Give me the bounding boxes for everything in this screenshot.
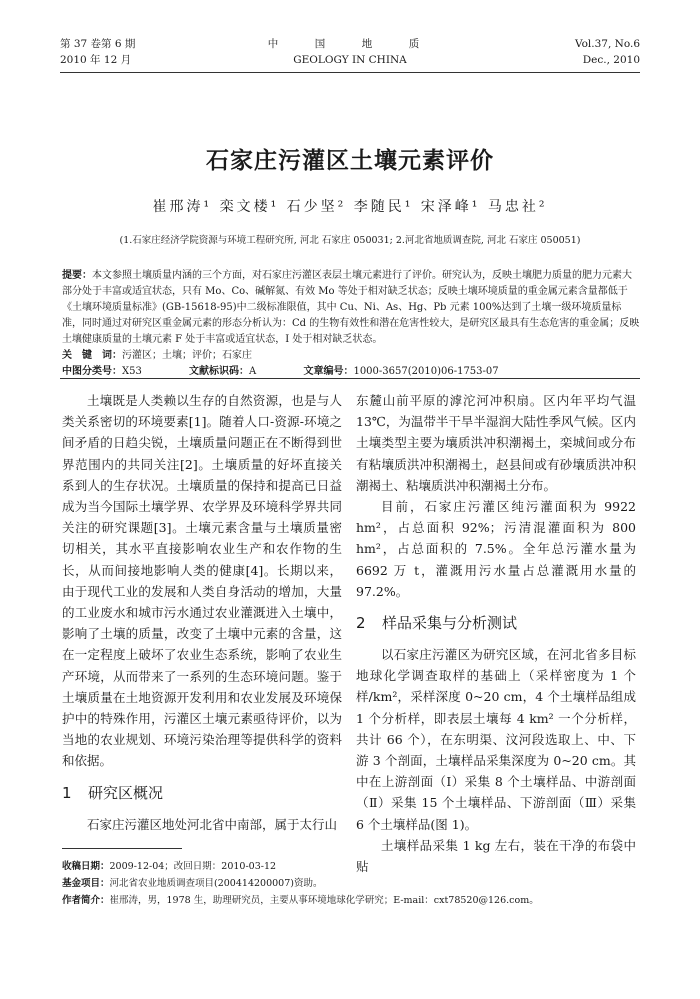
section-2-title: 样品采集与分析测试 <box>382 614 518 633</box>
article-label: 文章编号： <box>303 366 354 377</box>
fund-label: 基金项目： <box>62 878 110 889</box>
keywords: 污灌区；土壤；评价；石家庄 <box>122 350 252 361</box>
header-right <box>575 36 640 68</box>
volume-cn: 第 37 卷第 6 期 <box>60 38 136 50</box>
section-1-number: 1 <box>62 783 72 802</box>
sample-collection-paragraph: 土壤样品采集 1 kg 左右，装在干净的布袋中贴 <box>356 837 636 875</box>
header-center <box>60 36 640 68</box>
intro-paragraph: 土壤既是人类赖以生存的自然资源，也是与人类关系密切的环境要素[1]。随着人口-资源-环境之间矛盾的日趋尖锐，土壤质量问题正在不断得到世界范围内的共同关注[2]。土壤质量的好坏直接关系到人的生存状况。土壤质量的保持和提高已日益成为当今国际土壤学界、农学界及环境科学界共同关注的研究课题[3]。土壤元素含量与土壤质量密切相关，其水平直接影响农业生产和农作物的生长，从而间接地影响人类的健康[4]。长期以来，由于现代工业的发展和人类自身活动的增加，大量的工业废水和城市污水通过农业灌溉进入土壤中，影响了土壤的质量，改变了土壤中元素的含量，这在一定程度上破坏了农业生态系统，影响了农业生产环境，从而带来了一系列的生态环境问题。鉴于土壤质量在土地资源开发利用和农业发展及环境保护中的特殊作用，污灌区土壤元素亟待评价，以为当地的农业规划、环境污染治理等提供科学的资料和依据。 <box>62 393 342 769</box>
section-heading-2 <box>356 612 636 634</box>
article-field <box>303 366 520 377</box>
date-en: Dec., 2010 <box>582 54 640 66</box>
affiliation: (1.石家庄经济学院资源与环境工程研究所, 河北 石家庄 050031; 2.河北省地质调查院, 河北 石家庄 050051) <box>119 235 581 246</box>
keywords-label: 关 键 词： <box>62 350 122 361</box>
author-bio-line <box>62 892 642 909</box>
author-bio-label: 作者简介： <box>62 895 110 906</box>
sampling-paragraph: 以石家庄污灌区为研究区域，在河北省多目标地球化学调查取样的基础上（采样密度为 1 个样/km²，采样深度 0~20 cm，4 个土壤样品组成 1 个分析样，即表层土壤每 4 km² 一个分析样，共计 66 个），在东明渠、汶河段选取上、中、下游 3 个剖面，土壤样品采集深度为 0~20 cm。其中在上游剖面（Ⅰ）采集 8 个土壤样品、中游剖面（Ⅱ）采集 15 个土壤样品、下游剖面（Ⅲ）采集 6 个土壤样品(图 1)。 <box>356 647 636 832</box>
received-value: 2009-12-04；改回日期：2010-03-12 <box>109 861 277 872</box>
right-column <box>356 390 636 877</box>
abstract-label: 提要： <box>62 270 92 281</box>
abstract <box>62 268 640 348</box>
section-1-paragraph: 石家庄污灌区地处河北省中南部，属于太行山 <box>87 816 338 832</box>
header-rule <box>60 72 640 73</box>
left-column <box>62 390 342 835</box>
author-bio-value: 崔邢涛，男，1978 生，助理研究员，主要从事环境地球化学研究；E-mail：cxt78520@126.com。 <box>109 895 539 906</box>
fund-line <box>62 875 642 892</box>
abstract-rule <box>60 378 640 379</box>
abstract-block <box>62 268 640 380</box>
received-line <box>62 858 642 875</box>
fund-value: 河北省农业地质调查项目(200414200007)资助。 <box>109 878 323 889</box>
section-1-title: 研究区概况 <box>88 783 164 802</box>
volume-en: Vol.37, No.6 <box>574 38 640 50</box>
doc-value: A <box>249 366 257 377</box>
abstract-text: 本文参照土壤质量内涵的三个方面，对石家庄污灌区表层土壤元素进行了评价。研究认为，反映土壤肥力质量的肥力元素大部分处于丰富或适宜状态，只有 Mo、Co、碱解氮、有效 Mo 等处于相对缺乏状态；反映土壤环境质量的重金属元素含量都低于《土壤环境质量标准》(GB-15618-95)中二级标准限值，其中 Cu、Ni、As、Hg、Pb 元素 100%达到了土壤一级环境质量标准，同时通过对研究区重金属元素的形态分析认为：Cd 的生物有效性和潜在危害性较大，是研究区最具有生态危害的重金属；反映土壤健康质量的土壤元素 F 处于丰富或适宜状态，I 处于相对缺乏状态。 <box>62 270 640 345</box>
article-value: 1000-3657(2010)06-1753-07 <box>353 366 499 377</box>
date-cn: 2010 年 12 月 <box>60 54 132 66</box>
clc-label: 中图分类号： <box>62 366 122 377</box>
footnote-rule <box>62 848 182 849</box>
journal-name-en: GEOLOGY IN CHINA <box>293 54 407 66</box>
section-2-number: 2 <box>356 614 366 633</box>
footnotes <box>62 858 642 909</box>
clc-value: X53 <box>122 366 142 377</box>
received-label: 收稿日期： <box>62 861 110 872</box>
running-header <box>60 36 640 70</box>
clc-field <box>62 366 164 377</box>
study-area-paragraph: 东麓山前平原的滹沱河冲积扇。区内年平均气温 13℃，为温带半干旱半湿润大陆性季风气候。区内土壤类型主要为壤质洪冲积潮褐土，栾城间或分布有粘壤质洪冲积潮褐土，赵县间或有砂壤质洪冲积潮褐土、粘壤质洪冲积潮褐土分布。 <box>356 393 636 493</box>
author-list: 崔邢涛¹ 栾文楼¹ 石少坚² 李随民¹ 宋泽峰¹ 马忠社² <box>152 199 548 215</box>
keywords-line <box>62 348 640 364</box>
journal-name-cn: 中 国 地 质 <box>267 38 433 50</box>
irrigation-paragraph: 目前，石家庄污灌区纯污灌面积为 9922 hm²，占总面积 92%；污清混灌面积为 800 hm²，占总面积的 7.5%。全年总污灌水量为 6692 万 t，灌溉用污水量占总灌溉用水量的 97.2%。 <box>356 499 636 599</box>
paper-title: 石家庄污灌区土壤元素评价 <box>206 148 494 174</box>
doc-label: 文献标识码： <box>189 366 250 377</box>
section-heading-1 <box>62 782 342 804</box>
doc-field <box>189 366 278 377</box>
